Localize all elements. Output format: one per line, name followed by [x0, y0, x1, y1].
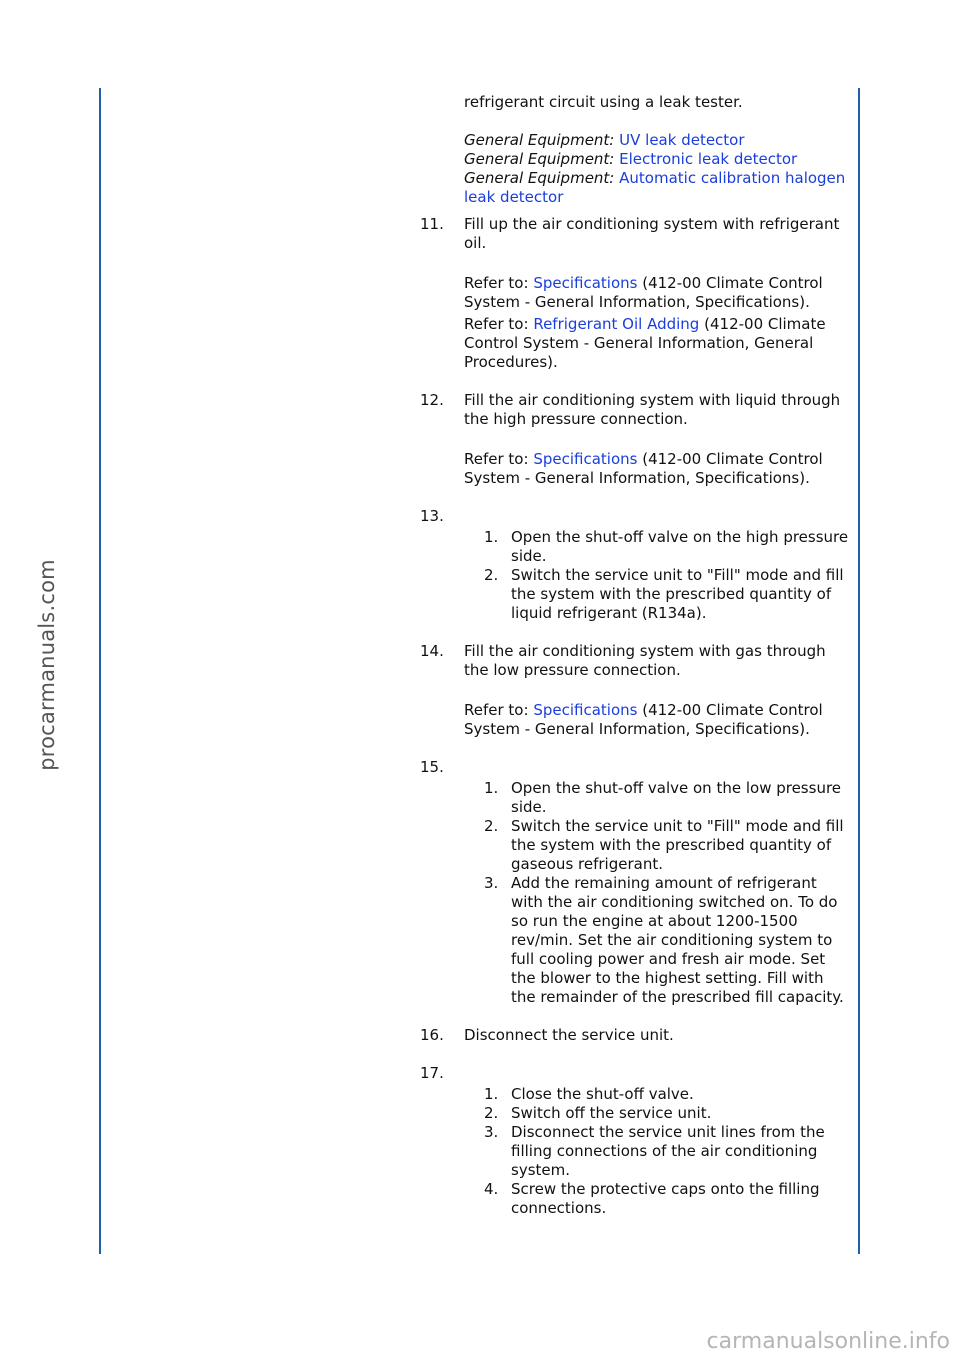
sub-step [464, 817, 852, 874]
sub-step-number [464, 528, 511, 566]
procedure-step [420, 642, 852, 680]
sub-step-number-text: 1. [484, 1085, 499, 1103]
step-number: 13. [420, 507, 444, 525]
sub-step [464, 874, 852, 1007]
equipment-link[interactable]: Electronic leak detector [619, 150, 798, 168]
sub-step [464, 566, 852, 623]
refer-prefix: Refer to: [464, 701, 529, 719]
equipment-item [464, 169, 852, 207]
procedure-step [420, 1064, 852, 1083]
equipment-link[interactable]: Automatic calibration halogen leak detector [464, 169, 846, 206]
refer-suffix: (412-00 Climate Control System - General Information, Specifications). [464, 450, 823, 487]
reference-line [420, 701, 852, 739]
step-number: 14. [420, 642, 444, 660]
step-text: Disconnect the service unit. [464, 1026, 674, 1044]
reference-line [420, 450, 852, 488]
refer-prefix: Refer to: [464, 315, 529, 333]
refer-suffix: (412-00 Climate Control System - General Information, Specifications). [464, 274, 823, 311]
equipment-item [464, 150, 852, 169]
step-text: Fill the air conditioning system with liquid through the high pressure connection. [464, 391, 841, 428]
refer-prefix: Refer to: [464, 450, 529, 468]
sub-step-number [464, 566, 511, 623]
equipment-label: General Equipment: [464, 131, 615, 149]
procedure-step [420, 507, 852, 526]
sub-step [464, 1123, 852, 1180]
step-number: 16. [420, 1026, 444, 1044]
sub-step-text: Open the shut-off valve on the high pressure side. [511, 528, 849, 565]
step-text: Fill the air conditioning system with gas through the low pressure connection. [464, 642, 826, 679]
sub-step [464, 1180, 852, 1218]
sub-step-text: Close the shut-off valve. [511, 1085, 694, 1103]
procedure-steps [420, 215, 852, 1218]
step-text [464, 507, 852, 526]
equipment-label: General Equipment: [464, 150, 615, 168]
reference-link[interactable]: Specifications [533, 274, 638, 292]
sub-step-text: Switch the service unit to "Fill" mode and fill the system with the prescribed quantity of liquid refrigerant (R134a). [511, 566, 844, 622]
sub-step-text: Open the shut-off valve on the low pressure side. [511, 779, 842, 816]
intro-text: refrigerant circuit using a leak tester. [464, 93, 743, 111]
step-number: 15. [420, 758, 444, 776]
equipment-list [420, 131, 852, 207]
sub-step-text: Disconnect the service unit lines from the filling connections of the air conditioning system. [511, 1123, 825, 1179]
sub-step-number [464, 1085, 511, 1104]
reference-link[interactable]: Specifications [533, 701, 638, 719]
procedure-step [420, 758, 852, 777]
sub-step-text: Add the remaining amount of refrigerant with the air conditioning switched on. To do so run the engine at about 1200-1500 rev/min. Set the air conditioning system to full cooling power and fresh air mode. Set the blower to the highest setting. Fill with the remainder of the prescribed fill capacity. [511, 874, 844, 1006]
bottom-watermark: carmanualsonline.info [706, 1329, 950, 1354]
refer-prefix: Refer to: [464, 274, 529, 292]
sub-step [464, 1085, 852, 1104]
sub-step [464, 779, 852, 817]
sub-step-number-text: 4. [484, 1180, 499, 1198]
sub-step-list [420, 528, 852, 623]
sub-step-number-text: 1. [484, 779, 499, 797]
reference-line [420, 274, 852, 312]
sub-step [464, 1104, 852, 1123]
sub-step-number [464, 1180, 511, 1218]
sub-step-number-text: 2. [484, 566, 499, 584]
sub-step [464, 528, 852, 566]
procedure-content [420, 93, 852, 1237]
reference-link[interactable]: Refrigerant Oil Adding [533, 315, 700, 333]
sub-step-number [464, 1104, 511, 1123]
equipment-link[interactable]: UV leak detector [619, 131, 745, 149]
sub-step-text: Screw the protective caps onto the filling connections. [511, 1180, 820, 1217]
refer-suffix: (412-00 Climate Control System - General Information, General Procedures). [464, 315, 826, 371]
sub-step-list [420, 1085, 852, 1218]
left-margin-rule [99, 88, 101, 1254]
reference-link[interactable]: Specifications [533, 450, 638, 468]
procedure-step [420, 1026, 852, 1045]
reference-line [420, 315, 852, 372]
step-text: Fill up the air conditioning system with refrigerant oil. [464, 215, 840, 252]
sub-step-text: Switch off the service unit. [511, 1104, 712, 1122]
sub-step-list [420, 779, 852, 1007]
sub-step-number [464, 817, 511, 874]
equipment-item [464, 131, 852, 150]
sub-step-number-text: 3. [484, 874, 499, 892]
sub-step-number [464, 1123, 511, 1180]
side-watermark: procarmanuals.com [35, 559, 59, 771]
step-number: 11. [420, 215, 444, 233]
sub-step-number [464, 779, 511, 817]
sub-step-number-text: 1. [484, 528, 499, 546]
refer-suffix: (412-00 Climate Control System - General Information, Specifications). [464, 701, 823, 738]
sub-step-number-text: 3. [484, 1123, 499, 1141]
step-text [464, 1064, 852, 1083]
step-number: 12. [420, 391, 444, 409]
right-margin-rule [858, 88, 860, 1254]
sub-step-text: Switch the service unit to "Fill" mode and fill the system with the prescribed quantity of gaseous refrigerant. [511, 817, 844, 873]
step-text [464, 758, 852, 777]
procedure-step [420, 215, 852, 253]
sub-step-number-text: 2. [484, 1104, 499, 1122]
sub-step-number [464, 874, 511, 1007]
step-number: 17. [420, 1064, 444, 1082]
sub-step-number-text: 2. [484, 817, 499, 835]
procedure-step [420, 391, 852, 429]
equipment-label: General Equipment: [464, 169, 615, 187]
